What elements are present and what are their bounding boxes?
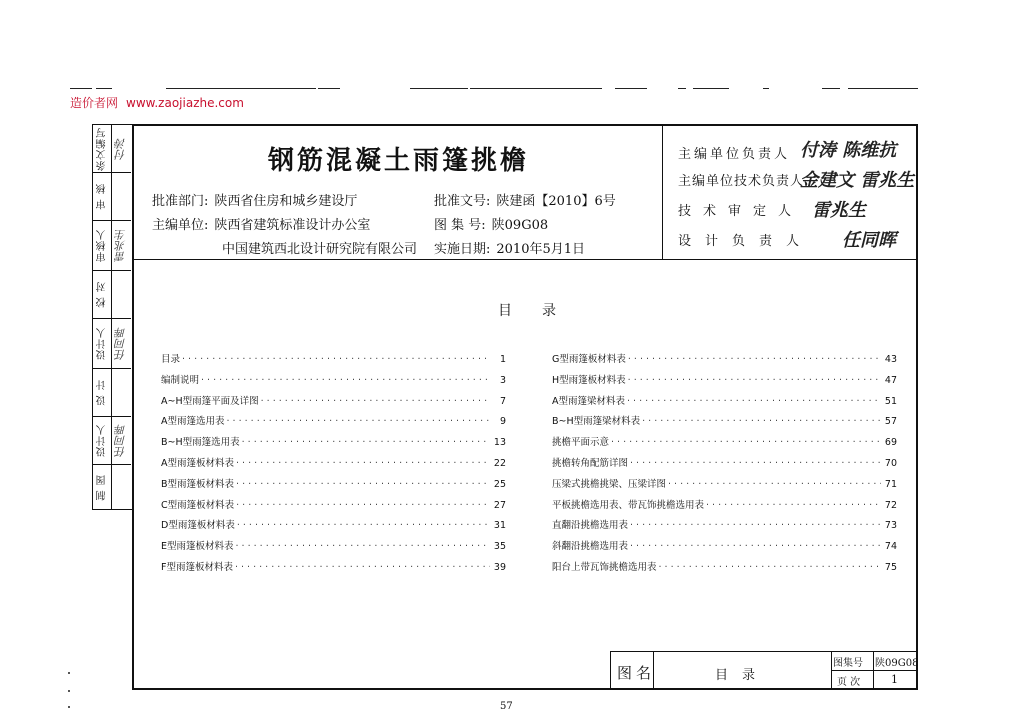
responsible-role: 主编单位负责人 [678, 147, 791, 162]
toc-entry-label: 挑檐平面示意 [552, 437, 610, 449]
title-block-name: 目录 [715, 668, 770, 683]
toc-entry[interactable] [552, 538, 897, 559]
toc-entry-page: 9 [499, 416, 506, 428]
toc-entry-page: 7 [499, 395, 506, 407]
toc-entry-label: F型雨篷板材料表 [161, 561, 233, 573]
toc-entry[interactable] [552, 393, 897, 414]
atlas-number-value: 陕09G08 [491, 218, 549, 233]
atlas-number [434, 214, 548, 233]
title-block-atlas: 陕09G08 [875, 658, 919, 669]
toc-entry-label: C型雨篷板材料表 [161, 499, 235, 511]
toc-entry-page: 70 [884, 457, 897, 469]
toc-entry[interactable] [552, 517, 897, 538]
toc-entry-label: A~H型雨篷平面及详图 [161, 395, 259, 407]
toc-left-column [161, 351, 506, 580]
scan-dash [615, 88, 647, 89]
header-vertical-divider [662, 126, 663, 259]
watermark [70, 94, 244, 111]
toc-entry-page: 22 [493, 457, 506, 469]
toc-entry[interactable] [161, 372, 506, 393]
toc-entry-page: 13 [493, 437, 506, 449]
editor-unit [152, 214, 370, 233]
toc-entry[interactable] [161, 434, 506, 455]
strip-signature: 付涛 [114, 137, 127, 160]
approval-doc [434, 190, 616, 209]
toc-entry-label: 压梁式挑檐挑梁、压梁详图 [552, 478, 667, 490]
strip-label: 条文编写 [96, 126, 108, 171]
scan-dash [848, 88, 918, 89]
title-block-atlas-label: 图集号 [833, 658, 863, 669]
page-number: 57 [500, 701, 513, 712]
toc-entry-page: 31 [493, 520, 506, 532]
toc-entry-label: 阳台上带瓦饰挑檐选用表 [552, 561, 657, 573]
atlas-number-label: 图 集 号: [434, 218, 486, 233]
strip-cell [93, 125, 131, 173]
toc-right-column [552, 351, 897, 580]
toc-entry-page: 74 [884, 541, 897, 553]
toc-entry-page: 47 [884, 374, 897, 386]
approval-doc-label: 批准文号: [434, 194, 491, 209]
strip-label: 审核人 [96, 229, 108, 262]
toc-entry-label: 直翻沿挑檐选用表 [552, 520, 629, 532]
toc-entry[interactable] [161, 393, 506, 414]
scan-dash [822, 88, 840, 89]
responsible-signature: 金建文 雷兆生 [800, 170, 915, 191]
toc-entry-page: 39 [493, 561, 506, 573]
toc-entry[interactable] [161, 476, 506, 497]
toc-entry[interactable] [552, 372, 897, 393]
responsible-signature: 任同晖 [842, 230, 896, 251]
toc-entry[interactable] [552, 351, 897, 372]
toc-entry[interactable] [161, 559, 506, 580]
strip-label: 制 图 [96, 473, 108, 501]
approval-dept-value: 陕西省住房和城乡建设厅 [214, 194, 358, 209]
toc-entry[interactable] [552, 497, 897, 518]
toc-entry-label: 挑檐转角配筋详图 [552, 457, 629, 469]
toc-entry-page: 75 [884, 561, 897, 573]
strip-cell [93, 465, 131, 509]
impl-date [434, 238, 585, 257]
toc-entry[interactable] [161, 538, 506, 559]
toc-entry-page: 25 [493, 478, 506, 490]
scan-dash [96, 88, 112, 89]
responsible-signature: 付涛 陈维抗 [800, 140, 897, 161]
toc-entry[interactable] [552, 455, 897, 476]
toc-entry-page: 27 [493, 499, 506, 511]
strip-label: 设计人 [96, 327, 108, 360]
strip-cell [93, 417, 131, 465]
toc-entry-page: 71 [884, 478, 897, 490]
toc-entry-label: A型雨篷选用表 [161, 416, 225, 428]
editor-unit-label: 主编单位: [152, 218, 209, 233]
strip-cell [93, 271, 131, 319]
watermark-url: www.zaojiazhe.com [126, 96, 244, 110]
toc-entry[interactable] [161, 517, 506, 538]
scan-speck [68, 690, 70, 692]
scan-dash [166, 88, 316, 89]
toc-entry-page: 57 [884, 416, 897, 428]
strip-label: 审 核 [96, 183, 108, 210]
responsible-role: 设计负责人 [678, 234, 814, 249]
title-block-page-label: 页 次 [837, 677, 861, 688]
toc-entry-page: 3 [499, 374, 506, 386]
scan-dash [678, 88, 686, 89]
strip-label: 设 计 [96, 379, 108, 406]
toc-entry-page: 69 [884, 437, 897, 449]
toc-entry-page: 51 [884, 395, 897, 407]
approval-doc-value: 陕建函【2010】6号 [496, 194, 616, 209]
toc-entry[interactable] [161, 455, 506, 476]
toc-entry-page: 73 [884, 520, 897, 532]
strip-signature: 任同晖 [114, 327, 127, 360]
scan-dash [763, 88, 769, 89]
toc-entry[interactable] [161, 497, 506, 518]
title-block [610, 651, 918, 690]
toc-entry-label: B~H型雨篷梁材料表 [552, 416, 641, 428]
responsible-role: 主编单位技术负责人 [678, 174, 805, 189]
strip-signature: 任同晖 [114, 424, 127, 457]
watermark-site: 造价者网 [70, 96, 119, 110]
toc-entry[interactable] [161, 413, 506, 434]
toc-entry-label: 斜翻沿挑檐选用表 [552, 541, 629, 553]
toc-entry-label: G型雨篷板材料表 [552, 354, 626, 365]
scan-dash [693, 88, 729, 89]
toc-entry-page: 72 [884, 499, 897, 511]
toc-entry-label: E型雨篷板材料表 [161, 541, 234, 553]
impl-date-label: 实施日期: [434, 242, 491, 257]
toc-entry-label: H型雨篷板材料表 [552, 374, 626, 386]
toc-entry-label: B型雨篷板材料表 [161, 478, 235, 490]
toc-entry[interactable] [552, 559, 897, 580]
responsible-role: 技术审定人 [678, 204, 804, 219]
toc-entry-label: 目录 [161, 354, 181, 365]
toc-entry-page: 35 [493, 541, 506, 553]
impl-date-value: 2010年5月1日 [496, 242, 586, 257]
scan-speck [68, 706, 70, 708]
editor-unit-value: 陕西省建筑标准设计办公室 [214, 218, 371, 233]
scan-speck [68, 672, 70, 674]
strip-cell [93, 173, 131, 221]
left-signature-strip [92, 124, 132, 510]
strip-cell [93, 221, 131, 271]
toc-entry[interactable] [552, 413, 897, 434]
toc-entry[interactable] [552, 434, 897, 455]
toc-entry-label: 编制说明 [161, 374, 200, 386]
scan-dash [470, 88, 602, 89]
toc-entry-page: 43 [884, 354, 897, 365]
title-block-name-label: 图名 [617, 664, 656, 682]
strip-label: 设计人 [96, 424, 108, 457]
responsible-signature: 雷兆生 [812, 200, 866, 221]
approval-dept-label: 批准部门: [152, 194, 209, 209]
title-block-page: 1 [891, 673, 898, 686]
toc-entry[interactable] [552, 476, 897, 497]
toc-entry-label: 平板挑檐选用表、带瓦饰挑檐选用表 [552, 499, 705, 511]
approval-dept [152, 190, 357, 209]
scan-dash [410, 88, 468, 89]
strip-cell [93, 319, 131, 369]
toc-entry-label: A型雨篷板材料表 [161, 457, 234, 469]
strip-signature: 雷兆生 [114, 229, 127, 262]
toc-entry-label: A型雨篷梁材料表 [552, 395, 625, 407]
strip-cell [93, 369, 131, 417]
atlas-title: 钢筋混凝土雨篷挑檐 [268, 146, 530, 176]
toc-entry-label: D型雨篷板材料表 [161, 520, 235, 532]
header-divider [134, 259, 916, 260]
toc-title: 目录 [498, 303, 586, 319]
scan-dash [318, 88, 340, 89]
toc-entry-page: 1 [499, 354, 506, 365]
editor-unit-2: 中国建筑西北设计研究院有限公司 [222, 242, 418, 257]
scan-dash [70, 88, 92, 89]
strip-label: 校 对 [96, 281, 108, 308]
toc-entry[interactable] [161, 351, 506, 372]
toc-entry-label: B~H型雨篷选用表 [161, 437, 240, 449]
